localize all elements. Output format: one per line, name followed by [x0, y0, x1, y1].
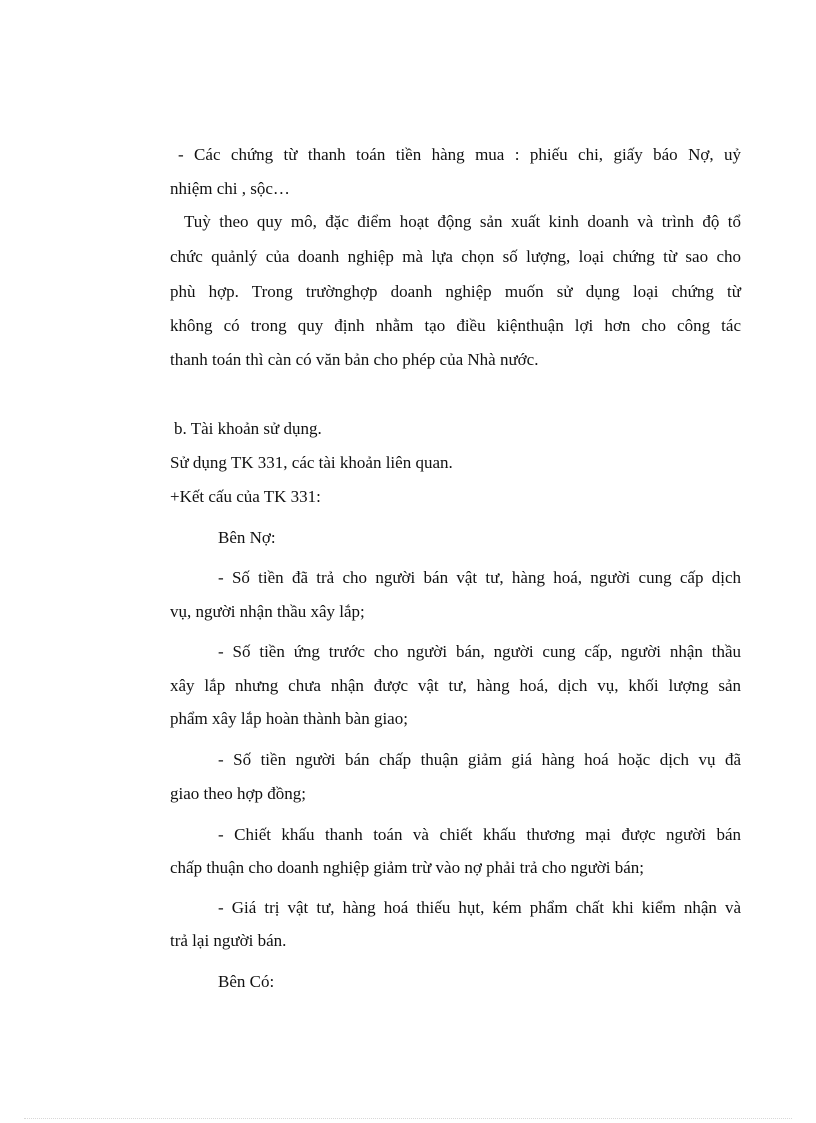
text-line-22: trả lại người bán.	[170, 931, 287, 950]
text-line-9: Sử dụng TK 331, các tài khoản liên quan.	[170, 453, 453, 472]
debit-heading: Bên Nợ:	[218, 528, 276, 547]
text-line-16: phẩm xây lắp hoàn thành bàn giao;	[170, 709, 408, 728]
page-bottom-rule	[24, 1118, 792, 1119]
text-line-10: +Kết cấu của TK 331:	[170, 487, 321, 506]
text-line-12: - Số tiền đã trả cho người bán vật tư, hàng hoá, người cung cấp dịch	[218, 568, 741, 587]
text-line-6: không có trong quy định nhằm tạo điều kiệnthuận lợi hơn cho công tác	[170, 316, 741, 335]
text-line-4: chức quảnlý của doanh nghiệp mà lựa chọn số lượng, loại chứng từ sao cho	[170, 247, 741, 266]
section-heading: b. Tài khoản sử dụng.	[174, 419, 322, 438]
text-line-2: nhiệm chi , sộc…	[170, 179, 290, 198]
text-line-18: giao theo hợp đồng;	[170, 784, 306, 803]
text-line-14: - Số tiền ứng trước cho người bán, người cung cấp, người nhận thầu	[218, 642, 741, 661]
text-line-19: - Chiết khấu thanh toán và chiết khấu thương mại được người bán	[218, 825, 741, 844]
text-line-17: - Số tiền người bán chấp thuận giảm giá hàng hoá hoặc dịch vụ đã	[218, 750, 741, 769]
text-line-21: - Giá trị vật tư, hàng hoá thiếu hụt, kém phẩm chất khi kiểm nhận và	[218, 898, 741, 917]
text-line-15: xây lắp nhưng chưa nhận được vật tư, hàng hoá, dịch vụ, khối lượng sản	[170, 676, 741, 695]
text-line-7: thanh toán thì càn có văn bản cho phép của Nhà nước.	[170, 350, 539, 369]
text-line-13: vụ, người nhận thầu xây lắp;	[170, 602, 365, 621]
text-line-20: chấp thuận cho doanh nghiệp giảm trừ vào nợ phải trả cho người bán;	[170, 858, 645, 877]
credit-heading: Bên Có:	[218, 972, 275, 991]
text-line-3: Tuỳ theo quy mô, đặc điểm hoạt động sản xuất kinh doanh và trình độ tổ	[184, 212, 741, 231]
text-line-5: phù hợp. Trong trườnghợp doanh nghiệp muốn sử dụng loại chứng từ	[170, 282, 741, 301]
text-line-1: - Các chứng từ thanh toán tiền hàng mua : phiếu chi, giấy báo Nợ, uỷ	[178, 145, 741, 164]
